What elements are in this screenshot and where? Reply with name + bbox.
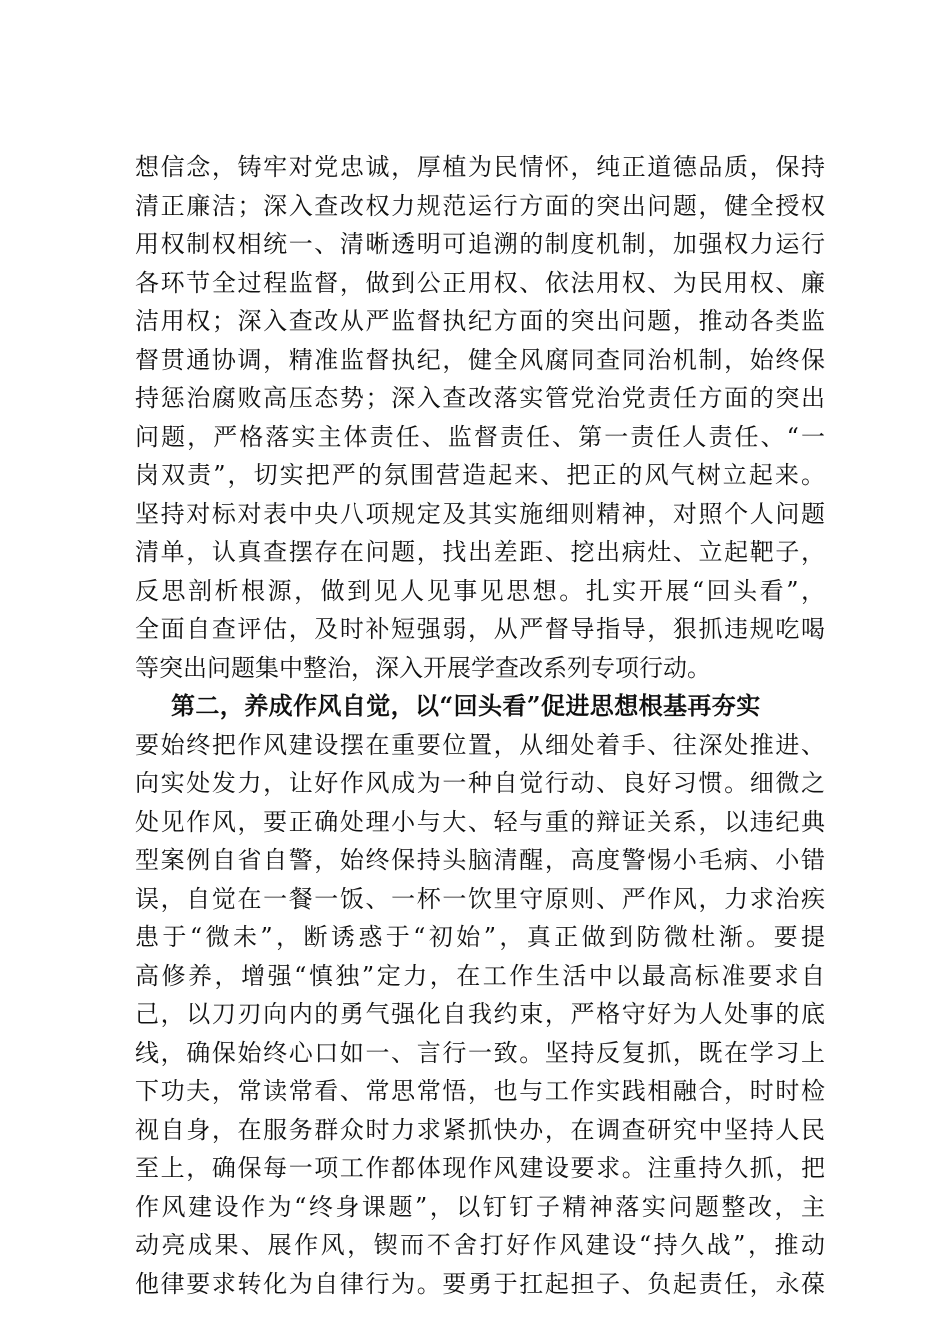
paragraph-2-line-14: 动亮成果、展作风，锲而不舍打好作风建设“持久战”，推动 — [135, 1231, 825, 1259]
document-body — [135, 148, 825, 1303]
paragraph-1-line-12: 反思剖析根源，做到见人见事见思想。扎实开展“回头看”， — [135, 576, 825, 605]
paragraph-1-line-5: 洁用权；深入查改从严监督执纪方面的突出问题，推动各类监 — [135, 307, 825, 335]
paragraph-1-line-6: 督贯通协调，精准监督执纪，健全风腐同查同治机制，始终保 — [135, 345, 825, 374]
paragraph-1-line-11: 清单，认真查摆存在问题，找出差距、挖出病灶、立起靶子， — [135, 538, 825, 566]
paragraph-2-line-13: 作风建设作为“终身课题”，以钉钉子精神落实问题整改，主 — [135, 1192, 825, 1221]
paragraph-1-line-1: 想信念，铸牢对党忠诚，厚植为民情怀，纯正道德品质，保持 — [135, 153, 825, 181]
paragraph-2-line-10: 下功夫，常读常看、常思常悟，也与工作实践相融合，时时检 — [135, 1077, 825, 1105]
paragraph-1-line-4: 各环节全过程监督，做到公正用权、依法用权、为民用权、廉 — [135, 268, 825, 297]
paragraph-2-line-2: 向实处发力，让好作风成为一种自觉行动、良好习惯。细微之 — [135, 769, 825, 797]
paragraph-1-line-7: 持惩治腐败高压态势；深入查改落实管党治党责任方面的突出 — [135, 384, 825, 412]
paragraph-1-line-2: 清正廉洁；深入查改权力规范运行方面的突出问题，健全授权 — [135, 191, 825, 220]
paragraph-2-line-11: 视自身，在服务群众时力求紧抓快办，在调查研究中坚持人民 — [135, 1115, 825, 1144]
paragraph-2-line-5: 误，自觉在一餐一饭、一杯一饮里守原则、严作风，力求治疾 — [135, 884, 825, 913]
paragraph-2-line-3: 处见作风，要正确处理小与大、轻与重的辩证关系，以违纪典 — [135, 807, 825, 836]
paragraph-2-line-9: 线，确保始终心口如一、言行一致。坚持反复抓，既在学习上 — [135, 1038, 825, 1067]
paragraph-2-line-6: 患于“微未”，断诱惑于“初始”，真正做到防微杜渐。要提 — [135, 923, 825, 951]
paragraph-2-line-15: 他律要求转化为自律行为。要勇于扛起担子、负起责任，永葆 — [135, 1269, 825, 1298]
paragraph-1-line-10: 坚持对标对表中央八项规定及其实施细则精神，对照个人问题 — [135, 499, 825, 528]
paragraph-1-line-14: 等突出问题集中整治，深入开展学查改系列专项行动。 — [135, 653, 711, 682]
paragraph-1-line-9: 岗双责”，切实把严的氛围营造起来、把正的风气树立起来。 — [135, 461, 825, 489]
paragraph-1-line-13: 全面自查评估，及时补短强弱，从严督导指导，狠抓违规吃喝 — [135, 615, 825, 643]
paragraph-2-line-8: 己，以刀刃向内的勇气强化自我约束，严格守好为人处事的底 — [135, 1000, 825, 1028]
paragraph-2-line-12: 至上，确保每一项工作都体现作风建设要求。注重持久抓，把 — [135, 1154, 825, 1182]
paragraph-2-line-4: 型案例自省自警，始终保持头脑清醒，高度警惕小毛病、小错 — [135, 846, 825, 874]
paragraph-1-line-3: 用权制权相统一、清晰透明可追溯的制度机制，加强权力运行 — [135, 230, 825, 258]
paragraph-2-line-7: 高修养，增强“慎独”定力，在工作生活中以最高标准要求自 — [135, 961, 825, 990]
paragraph-2-line-1: 要始终把作风建设摆在重要位置，从细处着手、往深处推进、 — [135, 730, 825, 759]
section-heading: 第二，养成作风自觉，以“回头看”促进思想根基再夯实 — [171, 691, 761, 720]
paragraph-1-line-8: 问题，严格落实主体责任、监督责任、第一责任人责任、“一 — [135, 422, 825, 451]
